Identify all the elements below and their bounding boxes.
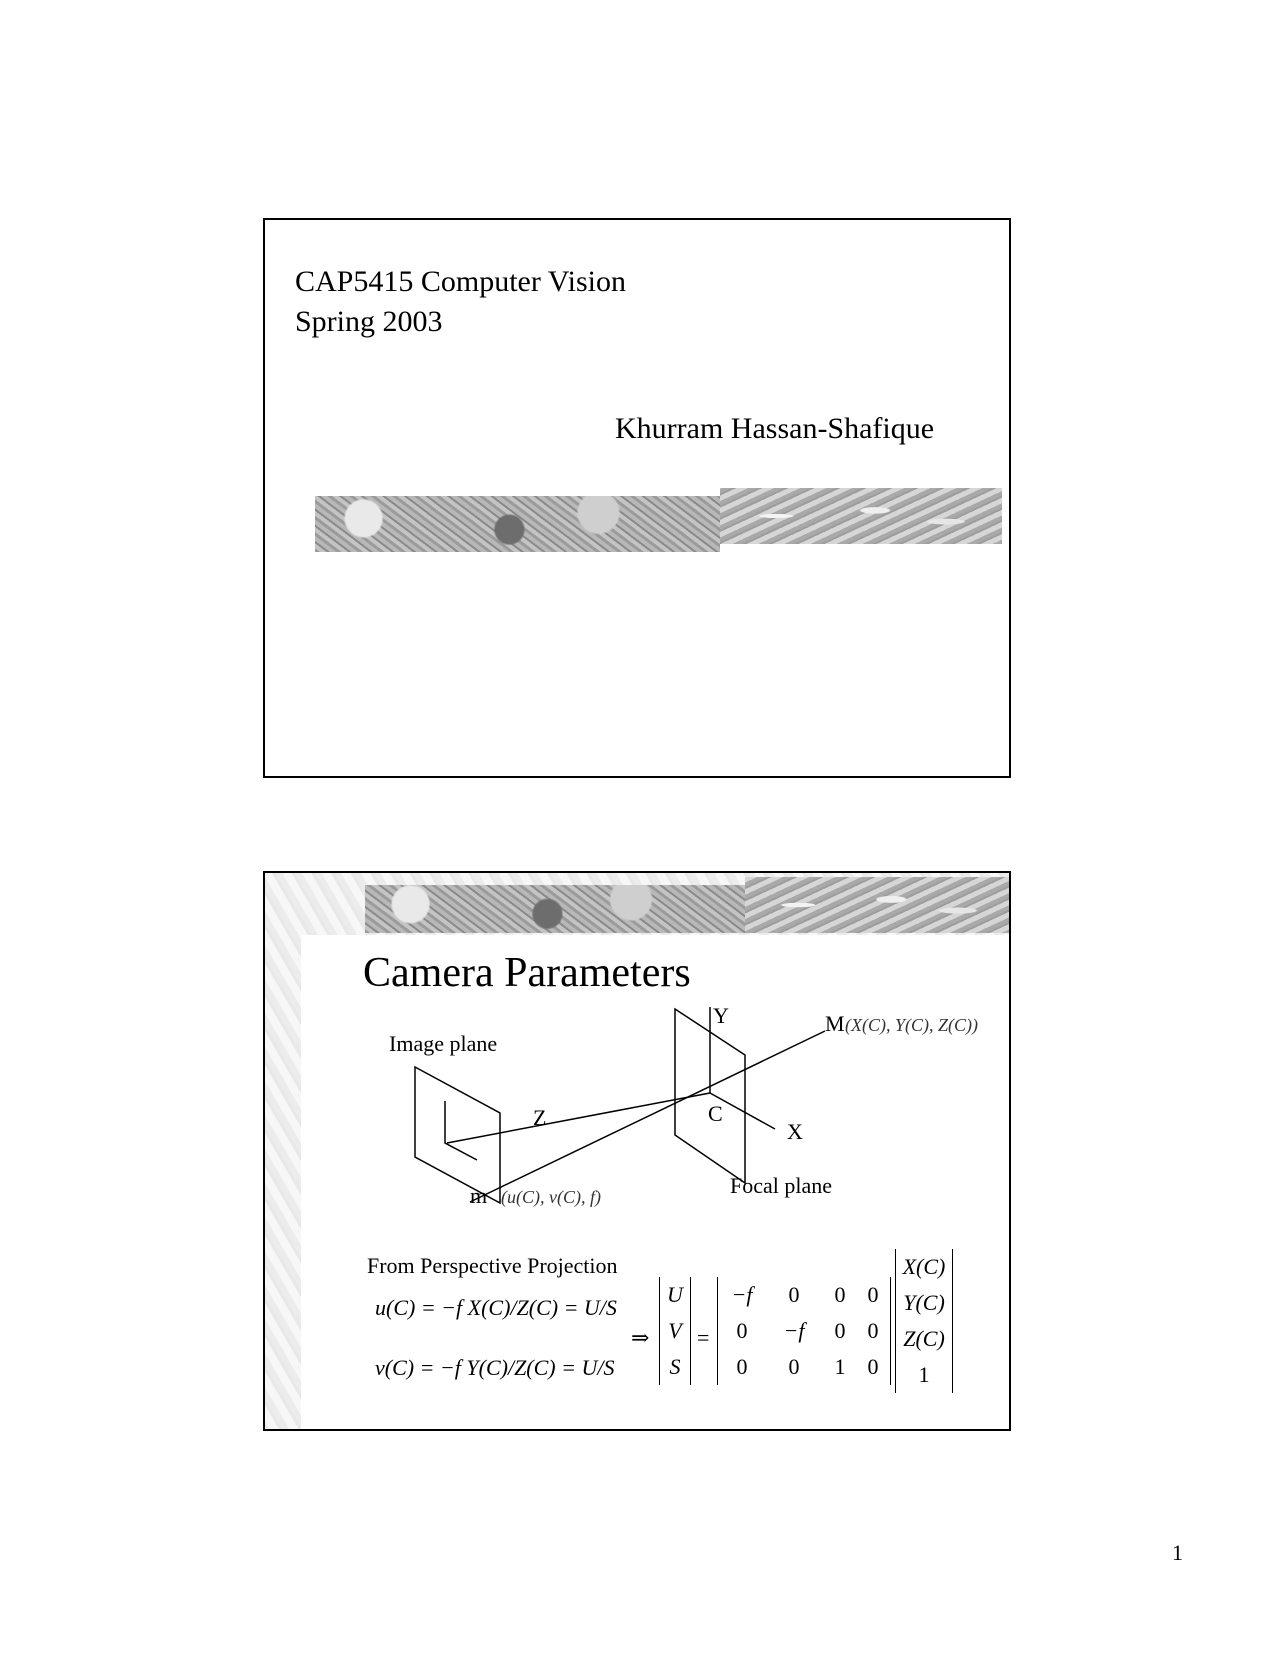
title-slide <box>263 218 1011 778</box>
equation-v: v(C) = −f Y(C)/Z(C) = U/S <box>375 1355 615 1380</box>
image-plane-label: Image plane <box>389 1031 498 1056</box>
lhs-vector <box>659 1277 691 1385</box>
author-name: Khurram Hassan-Shafique <box>615 412 935 445</box>
course-term: Spring 2003 <box>295 305 443 338</box>
lhs-u: U <box>667 1282 683 1307</box>
matrix-cell: 0 <box>788 1354 800 1379</box>
perspective-heading: From Perspective Projection <box>367 1253 618 1278</box>
matrix-cell: 0 <box>736 1354 748 1379</box>
x-axis-label: X <box>787 1119 803 1144</box>
matrix-cell: −f <box>731 1282 753 1307</box>
lhs-v: V <box>668 1318 682 1343</box>
z-axis-label: Z <box>533 1105 547 1130</box>
projection-matrix <box>717 1277 891 1385</box>
matrix-cell: 0 <box>736 1318 748 1343</box>
point-m-label: m <box>470 1183 488 1208</box>
lhs-s: S <box>669 1354 681 1379</box>
equation-u: u(C) = −f X(C)/Z(C) = U/S <box>375 1295 617 1320</box>
matrix-cell: 0 <box>867 1282 879 1307</box>
rhs-one: 1 <box>918 1362 930 1387</box>
matrix-cell: −f <box>783 1318 805 1343</box>
point-m-coordinates: (u(C), v(C), f) <box>501 1187 601 1207</box>
center-c-label: C <box>708 1101 723 1126</box>
leaf-banner-right <box>720 488 1002 544</box>
page-number: 1 <box>1172 1540 1183 1565</box>
focal-plane-label: Focal plane <box>730 1173 833 1198</box>
rhs-z: Z(C) <box>903 1326 945 1351</box>
point-M-label: M <box>825 1011 845 1036</box>
course-title: CAP5415 Computer Vision <box>295 265 627 298</box>
rhs-x: X(C) <box>902 1254 946 1279</box>
matrix-cell: 0 <box>788 1282 800 1307</box>
matrix-cell: 0 <box>834 1282 846 1307</box>
slide-title: Camera Parameters <box>363 950 691 996</box>
implies-symbol: ⇒ <box>631 1325 650 1350</box>
matrix-cell: 0 <box>867 1354 879 1379</box>
camera-parameters-slide <box>263 871 1011 1431</box>
equals-sign: = <box>697 1325 710 1350</box>
rhs-vector <box>895 1249 953 1393</box>
rhs-y: Y(C) <box>903 1290 945 1315</box>
z-axis-line <box>447 1093 710 1143</box>
image-axis-lines <box>445 1101 477 1160</box>
matrix-cell: 0 <box>834 1318 846 1343</box>
leaf-banner-left <box>315 496 720 552</box>
point-M-coordinates: (X(C), Y(C), Z(C)) <box>845 1015 978 1035</box>
matrix-cell: 1 <box>834 1354 846 1379</box>
y-axis-label: Y <box>713 1003 729 1028</box>
matrix-cell: 0 <box>867 1318 879 1343</box>
